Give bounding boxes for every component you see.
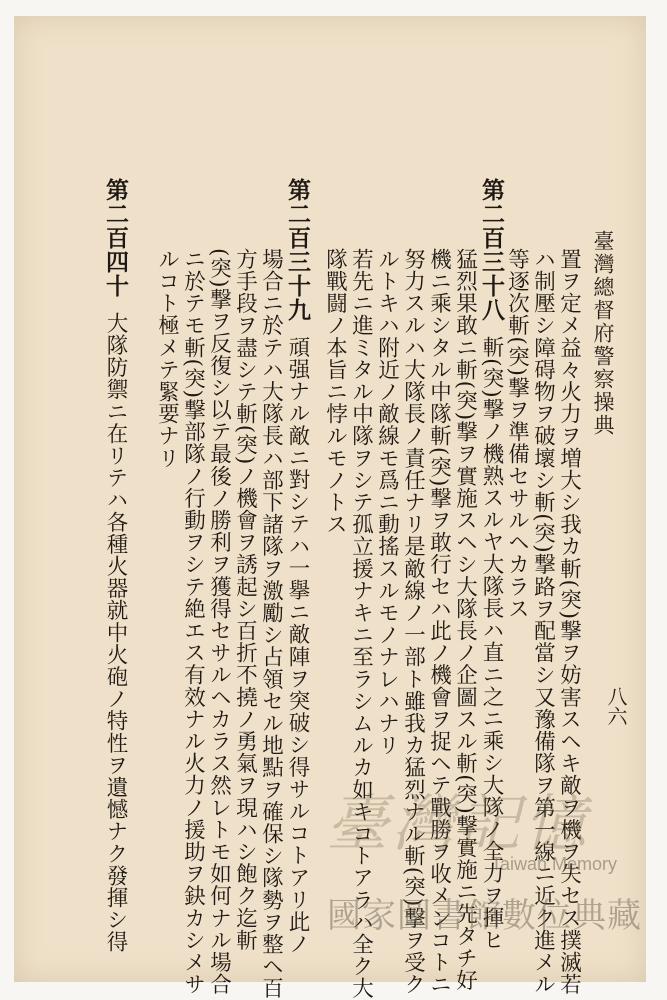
- text-column: [324, 248, 346, 535]
- article-number: 第二百四十: [102, 178, 129, 298]
- column-text: 等逐次斬(突)撃ヲ準備セサルヘカラス: [504, 248, 530, 620]
- text-column: [428, 248, 450, 995]
- column-text: 場合ニ於テハ大隊長ハ部下諸隊ヲ激勵シ占領セル地點ヲ確保シ隊勢ヲ整ヘ百: [258, 248, 284, 1000]
- text-column: [506, 248, 528, 620]
- column-text: 猛烈果敢ニ斬(突)撃ヲ實施スヘシ大隊長ノ企圖スル斬(突)撃實施ニ先タチ好: [452, 248, 478, 992]
- column-text: 機ニ乘シタル中隊斬(突)撃ヲ敢行セハ此ノ機會ヲ捉ヘテ戰勝ヲ收メンコトニ: [426, 248, 452, 996]
- text-column: [234, 248, 256, 951]
- column-text: ニ於テモ斬(突)撃部隊ノ行動ヲシテ絶エス有效ナル火力ノ援助ヲ鈌カシメサ: [180, 248, 206, 996]
- column-text: 大隊防禦ニ在リテハ各種火器就中火砲ノ特性ヲ遺憾ナク發揮シ得: [103, 312, 128, 953]
- text-column: [376, 248, 398, 756]
- document-page: [14, 16, 646, 1000]
- text-column: [156, 248, 178, 469]
- article-number: 第二百三十八: [478, 178, 505, 322]
- watermark-english: Taiwan Memory: [491, 854, 618, 874]
- text-column: [182, 248, 204, 995]
- column-text: 隊戰闘ノ本旨ニ悖ルモノトス: [322, 248, 348, 536]
- column-text: 努力スルハ大隊長ノ責任ナリ是敵線ノ一部ト雖我カ猛烈ナル斬(突)撃ヲ受ク: [400, 248, 426, 996]
- watermark-logo: 臺灣記憶: [326, 787, 591, 860]
- text-column: [454, 248, 476, 991]
- column-text: 頑强ナル敵ニ對シテハ一擧ニ敵陣ヲ突破シ得サルコトアリ此ノ: [285, 336, 310, 955]
- text-column: [558, 248, 580, 995]
- article-number: 第二百三十九: [284, 178, 311, 322]
- text-column: [104, 178, 127, 953]
- column-text: 斬(突)撃ノ機熟スルヤ大隊長ハ直ニ之ニ乘シ大隊ノ全力ヲ揮ヒ: [479, 336, 504, 951]
- column-text: ハ制壓シ障碍物ヲ破壞シ斬(突)撃路ヲ配當シ又豫備隊ヲ第一線ニ近ク進メル: [530, 248, 556, 996]
- text-column: [286, 178, 309, 955]
- text-column: [260, 248, 282, 999]
- watermark-chinese: 國家圖書館數位典藏: [327, 896, 642, 936]
- text-column: [208, 248, 230, 995]
- column-text: 置ヲ定メ益々火力ヲ増大シ我カ斬(突)撃ヲ妨害スヘキ敵ヲ機ヲ失セス撲滅若: [556, 248, 582, 996]
- column-text: (突)撃ヲ反復シ以テ最後ノ勝利ヲ獲得セサルヘカラス然レトモ如何ナル場合: [206, 248, 232, 996]
- column-text: ルトキハ附近ノ敵線モ爲ニ動搖スルモノナレハナリ: [374, 248, 400, 757]
- column-text: 方手段ヲ盡シテ斬(突)ノ機會ヲ誘起シ百折不撓ノ勇氣ヲ現ハシ飽ク迄斬: [232, 248, 258, 952]
- text-column: [402, 248, 424, 995]
- text-column: [350, 248, 372, 999]
- column-text: 若先ニ進ミタル中隊ヲシテ孤立援ナキニ至ラシムルカ如キコトアラハ全ク大: [348, 248, 374, 1000]
- text-column: [532, 248, 554, 995]
- page-number: 八六: [604, 686, 628, 726]
- page-header-title: 臺灣總督府警察操典: [591, 230, 615, 437]
- column-text: ルコト極メテ緊要ナリ: [154, 248, 180, 469]
